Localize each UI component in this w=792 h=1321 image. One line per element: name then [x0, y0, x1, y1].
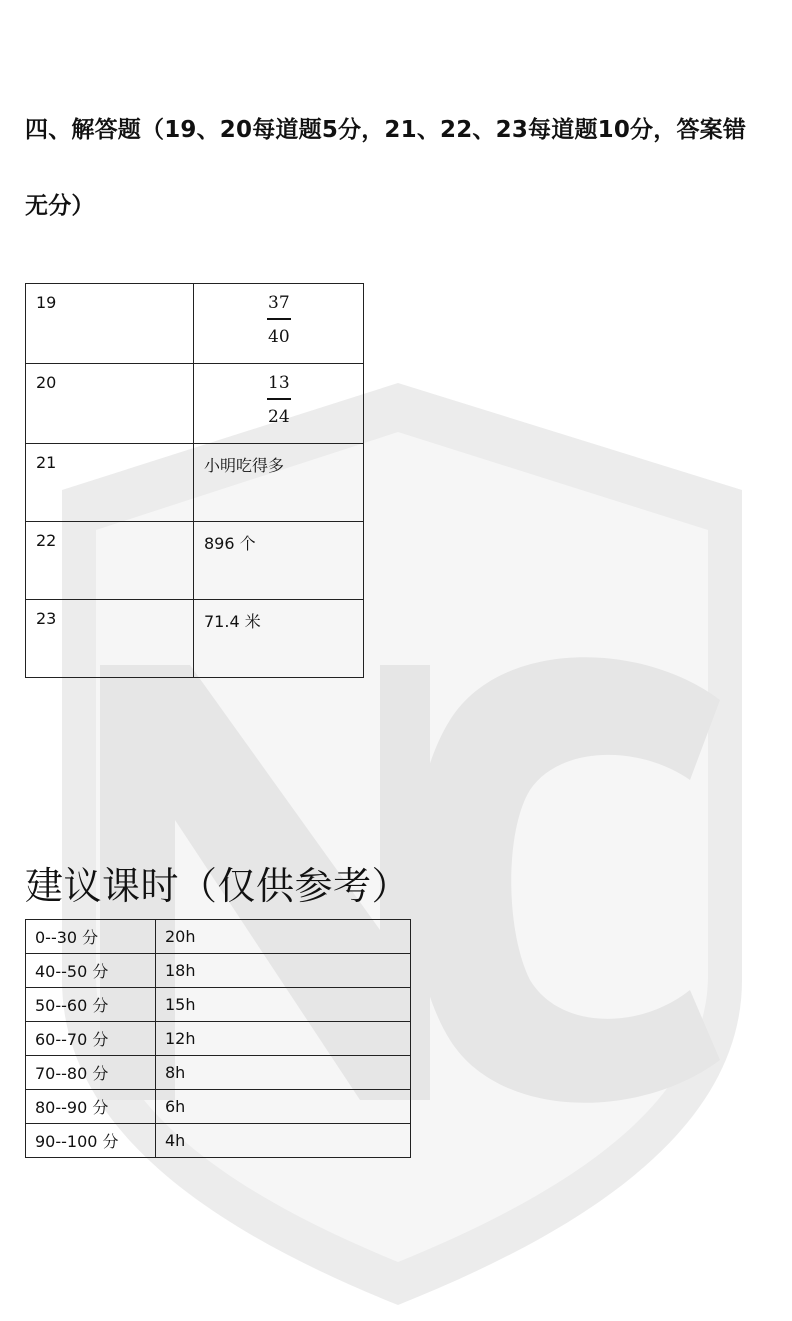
suggested-hours-title: 建议课时（仅供参考） — [25, 864, 411, 908]
heading-line-2: 无分） — [25, 193, 95, 219]
study-hours: 4h — [156, 1124, 411, 1158]
study-hours: 15h — [156, 988, 411, 1022]
table-row — [26, 920, 411, 954]
answer-cell — [194, 284, 364, 364]
table-row — [26, 988, 411, 1022]
question-number: 23 — [26, 600, 194, 678]
table-row — [26, 1124, 411, 1158]
table-row — [26, 444, 364, 522]
answer-cell: 896 个 — [194, 522, 364, 600]
study-hours: 18h — [156, 954, 411, 988]
fraction-bar — [267, 318, 291, 320]
fraction-numerator: 37 — [268, 293, 290, 313]
fraction-numerator: 13 — [268, 373, 290, 393]
fraction — [266, 292, 292, 348]
score-range: 60--70 分 — [26, 1022, 156, 1056]
answer-cell: 71.4 米 — [194, 600, 364, 678]
fraction-denominator: 40 — [268, 326, 290, 347]
answer-cell: 小明吃得多 — [194, 444, 364, 522]
table-row — [26, 600, 364, 678]
answer-cell — [194, 364, 364, 444]
fraction-bar — [267, 398, 291, 400]
question-number: 19 — [26, 284, 194, 364]
study-hours: 8h — [156, 1056, 411, 1090]
table-row — [26, 1022, 411, 1056]
table-row — [26, 954, 411, 988]
answer-table — [25, 283, 364, 678]
score-range: 70--80 分 — [26, 1056, 156, 1090]
fraction-denominator: 24 — [268, 406, 290, 427]
question-number: 20 — [26, 364, 194, 444]
score-range: 50--60 分 — [26, 988, 156, 1022]
study-hours: 6h — [156, 1090, 411, 1124]
question-number: 22 — [26, 522, 194, 600]
section-heading — [25, 92, 787, 244]
score-range: 90--100 分 — [26, 1124, 156, 1158]
study-hours: 12h — [156, 1022, 411, 1056]
table-row — [26, 1090, 411, 1124]
heading-line-1: 四、解答题（19、20每道题5分，21、22、23每道题10分，答案错 — [25, 117, 747, 143]
table-row — [26, 284, 364, 364]
question-number: 21 — [26, 444, 194, 522]
fraction — [266, 372, 292, 428]
table-row — [26, 364, 364, 444]
score-range: 40--50 分 — [26, 954, 156, 988]
table-row — [26, 522, 364, 600]
score-range: 80--90 分 — [26, 1090, 156, 1124]
table-row — [26, 1056, 411, 1090]
study-hours: 20h — [156, 920, 411, 954]
score-range: 0--30 分 — [26, 920, 156, 954]
suggested-hours-table — [25, 919, 411, 1158]
